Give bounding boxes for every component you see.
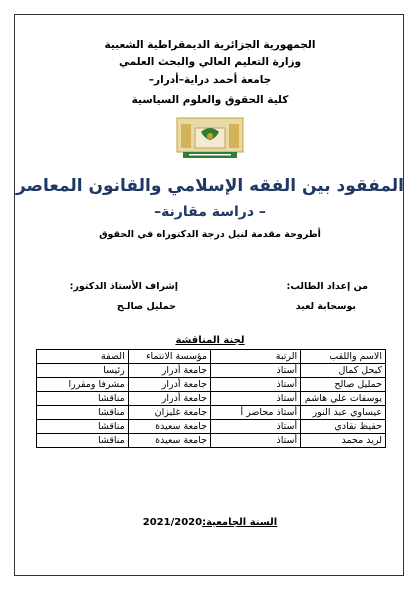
university-logo-icon bbox=[167, 110, 253, 162]
prepared-by-label: من إعداد الطالب: bbox=[286, 281, 368, 292]
member-institution: جامعة سعيدة bbox=[128, 420, 210, 434]
table-row bbox=[37, 406, 386, 420]
member-name: يوسفات علي هاشم bbox=[301, 392, 386, 406]
academic-year-label: السنة الجامعية: bbox=[202, 517, 278, 528]
table-row bbox=[37, 434, 386, 448]
member-name: كيحل كمال bbox=[301, 364, 386, 378]
member-rank: أستاذ bbox=[211, 434, 301, 448]
member-role: مناقشا bbox=[37, 392, 129, 406]
member-role: رئيسا bbox=[37, 364, 129, 378]
student-name: بوسحابة لعيد bbox=[295, 301, 356, 312]
column-header: الصفة bbox=[37, 350, 129, 364]
degree-statement: أطروحة مقدمة لنيل درجة الدكتوراه في الحقوق bbox=[99, 229, 321, 240]
member-role: مناقشا bbox=[37, 434, 129, 448]
table-row bbox=[37, 378, 386, 392]
supervisor-name: حمليل صالـح bbox=[116, 301, 176, 312]
table-header-row bbox=[37, 350, 386, 364]
member-institution: جامعة غليزان bbox=[128, 406, 210, 420]
republic-heading: الجمهورية الجزائرية الديمقراطية الشعبية bbox=[104, 39, 316, 51]
member-institution: جامعة أدرار bbox=[128, 364, 210, 378]
member-rank: أستاذ bbox=[211, 392, 301, 406]
member-role: مناقشا bbox=[37, 420, 129, 434]
column-header: مؤسسة الانتماء bbox=[128, 350, 210, 364]
column-header: الاسم واللقب bbox=[301, 350, 386, 364]
jury-title: لجنة المناقشة bbox=[175, 335, 245, 346]
supervisor-label: إشراف الأستاذ الدكتور: bbox=[69, 281, 178, 292]
member-rank: أستاذ bbox=[211, 420, 301, 434]
member-name: عيساوي عبد النور bbox=[301, 406, 386, 420]
academic-year bbox=[0, 517, 420, 528]
university-heading: جامعة أحمد دراية–أدرار– bbox=[148, 74, 272, 86]
member-name: حمليل صالح bbox=[301, 378, 386, 392]
table-row bbox=[37, 392, 386, 406]
thesis-title: المفقود بين الفقه الإسلامي والقانون المعاصر bbox=[15, 176, 405, 196]
member-rank: أستاذ محاضر أ bbox=[211, 406, 301, 420]
member-institution: جامعة أدرار bbox=[128, 378, 210, 392]
member-role: مشرفا ومقررا bbox=[37, 378, 129, 392]
academic-year-value: 2021/2020 bbox=[142, 517, 203, 528]
table-row bbox=[37, 364, 386, 378]
member-name: حفيظ نقادي bbox=[301, 420, 386, 434]
member-institution: جامعة أدرار bbox=[128, 392, 210, 406]
faculty-heading: كلية الحقوق والعلوم السياسية bbox=[131, 94, 289, 106]
jury-table bbox=[36, 349, 386, 448]
member-rank: أستاذ bbox=[211, 364, 301, 378]
member-name: لريد محمد bbox=[301, 434, 386, 448]
ministry-heading: وزارة التعليم العالي والبحث العلمي bbox=[118, 56, 302, 68]
member-role: مناقشا bbox=[37, 406, 129, 420]
member-rank: أستاذ bbox=[211, 378, 301, 392]
thesis-subtitle: – دراسة مقارنة– bbox=[154, 204, 266, 220]
member-institution: جامعة سعيدة bbox=[128, 434, 210, 448]
column-header: الرتبة bbox=[211, 350, 301, 364]
table-row bbox=[37, 420, 386, 434]
